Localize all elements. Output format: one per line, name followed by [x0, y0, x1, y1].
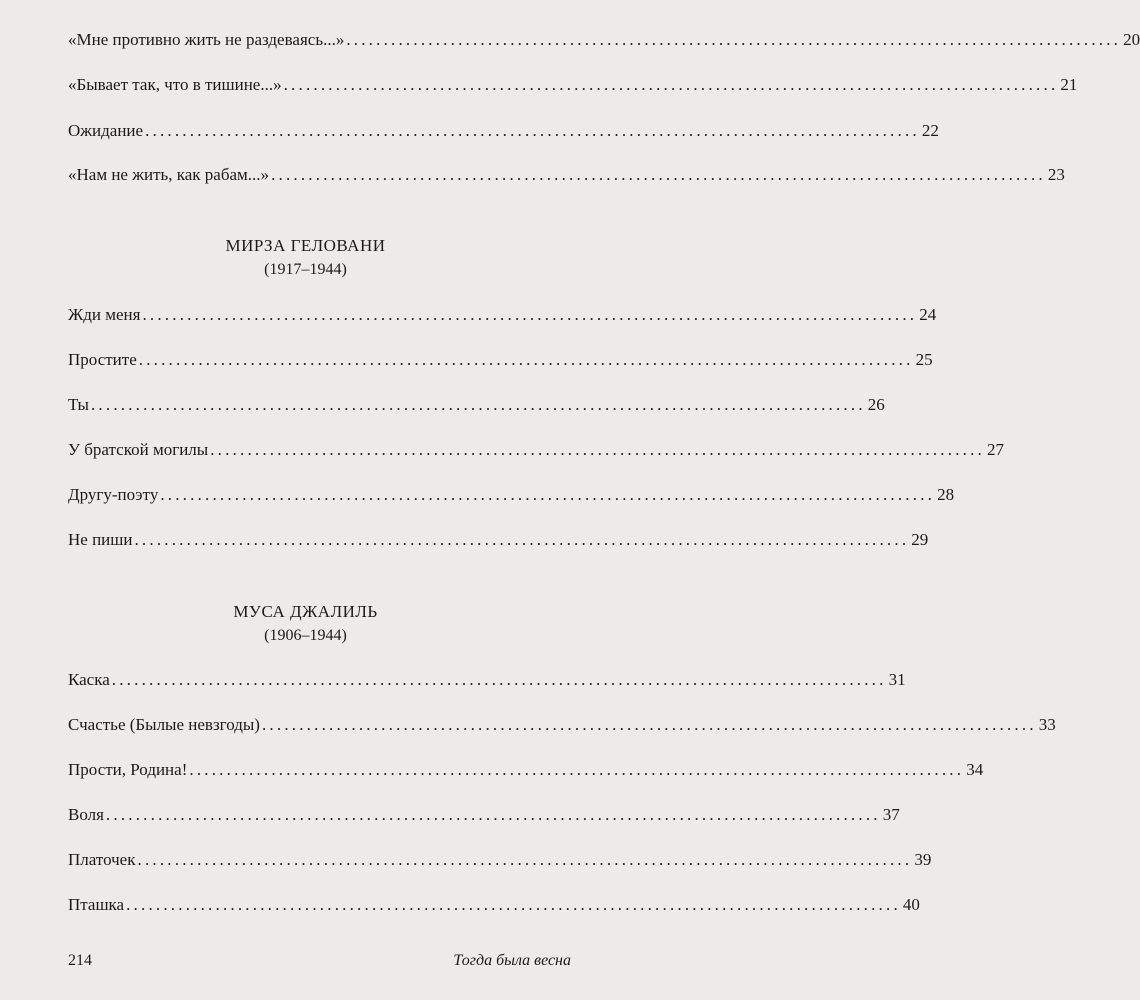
toc-entry-title: Другу-поэту [68, 485, 159, 504]
section-author: МУСА ДЖАЛИЛЬ [233, 602, 378, 621]
toc-entry-page: 40 [902, 895, 920, 914]
section-years: (1917–1944) [264, 261, 347, 278]
dot-leader: ........................................................................................................ [138, 350, 914, 369]
dot-leader: ........................................................................................................ [160, 485, 936, 504]
section-author: МИРЗА ГЕЛОВАНИ [225, 236, 386, 255]
toc-entry-page: 24 [919, 305, 937, 324]
toc-entry-page: 26 [867, 395, 885, 414]
toc-entry-page: 39 [914, 850, 932, 869]
toc-entry-page: 25 [915, 350, 933, 369]
toc-entry [68, 117, 939, 145]
toc-entry-title: «Бывает так, что в тишине...» [68, 75, 282, 94]
toc-entry [68, 891, 920, 919]
dot-leader: ........................................................................................................ [105, 805, 881, 824]
toc-entry-page: 33 [1038, 715, 1056, 734]
dot-leader: ........................................................................................................ [134, 530, 910, 549]
dot-leader: ........................................................................................................ [261, 715, 1037, 734]
toc-entry [68, 666, 906, 694]
toc-entry-page: 20 [1123, 30, 1140, 49]
toc-entry [68, 391, 885, 419]
toc-entry-title: «Мне противно жить не раздеваясь...» [68, 30, 345, 49]
toc-entry-page: 28 [937, 485, 955, 504]
toc-entry-page: 34 [966, 760, 984, 779]
dot-leader: ........................................................................................................ [210, 440, 986, 459]
dot-leader: ........................................................................................................ [346, 30, 1122, 49]
toc-entry [68, 526, 929, 554]
book-title: Тогда была весна [453, 952, 571, 969]
toc-entry-title: «Нам не жить, как рабам...» [68, 165, 270, 184]
toc-entry-title: Не пиши [68, 530, 133, 549]
dot-leader: ........................................................................................................ [126, 895, 901, 914]
toc-entry-page: 29 [911, 530, 929, 549]
dot-leader: ........................................................................................................ [189, 760, 965, 779]
dot-leader: ........................................................................................................ [111, 670, 887, 689]
section-years: (1906–1944) [264, 627, 347, 644]
toc-entry [68, 26, 1140, 54]
page-number: 214 [68, 952, 92, 969]
toc-entry-title: Счастье (Былые невзгоды) [68, 715, 260, 734]
toc-entry [68, 301, 937, 329]
toc-entry [68, 71, 1078, 99]
toc-entry [68, 801, 900, 829]
toc-entry-title: Прости, Родина! [68, 760, 188, 779]
toc-entry [68, 346, 933, 374]
toc-entry-page: 27 [987, 440, 1005, 459]
toc-entry-title: Простите [68, 350, 137, 369]
toc-entry-title: Платочек [68, 850, 136, 869]
toc-entry [68, 846, 932, 874]
toc-entry-page: 23 [1047, 165, 1065, 184]
dot-leader: ........................................................................................................ [137, 850, 913, 869]
dot-leader: ........................................................................................................ [283, 75, 1059, 94]
toc-entry-title: Ожидание [68, 121, 144, 140]
toc-entry-title: Каска [68, 670, 110, 689]
toc-entry-title: Воля [68, 805, 104, 824]
toc-entry [68, 161, 1065, 189]
toc-entry-page: 37 [882, 805, 900, 824]
dot-leader: ........................................................................................................ [142, 305, 918, 324]
dot-leader: ........................................................................................................ [145, 121, 920, 140]
toc-entry [68, 436, 1005, 464]
dot-leader: ........................................................................................................ [90, 395, 866, 414]
toc-entry-title: Жди меня [68, 305, 141, 324]
toc-entry [68, 481, 955, 509]
toc-entry-title: Пташка [68, 895, 125, 914]
toc-entry [68, 756, 984, 784]
toc-entry-page: 21 [1060, 75, 1078, 94]
toc-entry-page: 22 [921, 121, 939, 140]
toc-entry-title: У братской могилы [68, 440, 209, 459]
toc-entry-title: Ты [68, 395, 89, 414]
toc-entry-page: 31 [888, 670, 906, 689]
dot-leader: ........................................................................................................ [271, 165, 1046, 184]
toc-entry [68, 711, 1056, 739]
